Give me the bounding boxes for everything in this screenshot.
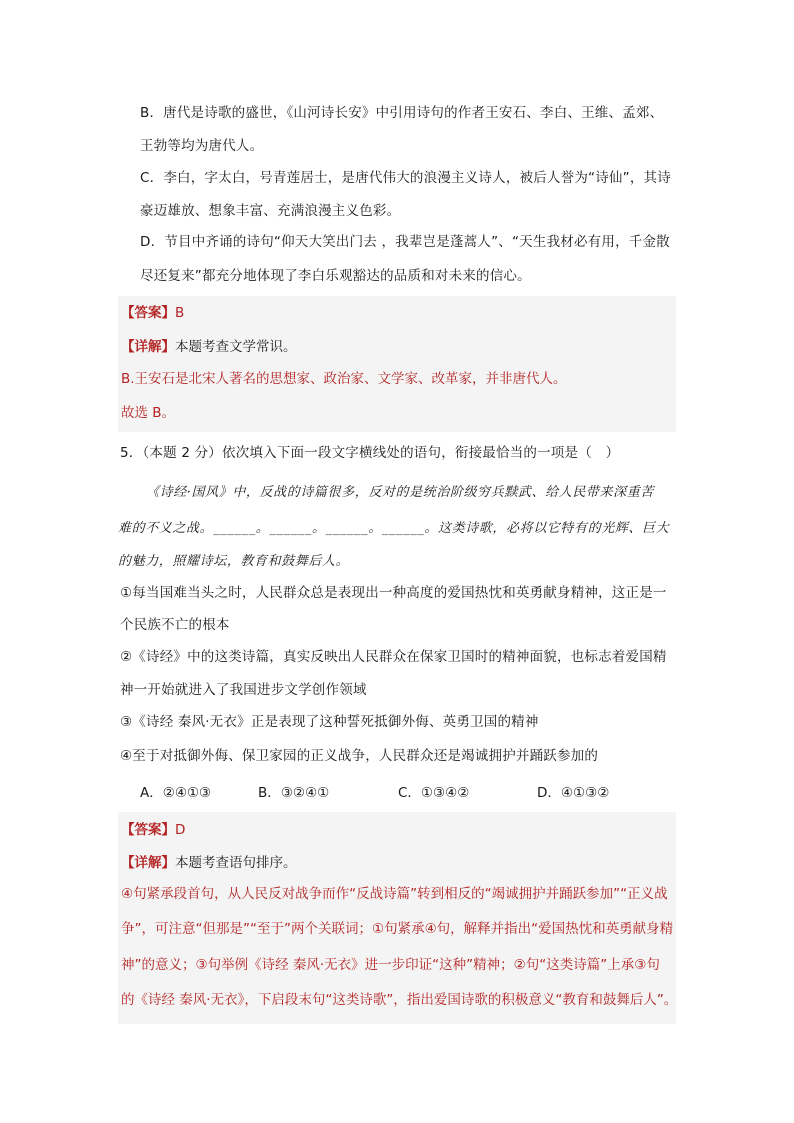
q5-choice-d: D．④①③②	[537, 785, 610, 801]
detail-tag: 【详解】	[121, 855, 175, 871]
detail-text: 本题考查文学常识。	[175, 339, 297, 355]
q5-passage-line1: 《诗经·国风》中，反战的诗篇很多，反对的是统治阶级穷兵黩武、给人民带来深重苦	[146, 485, 654, 500]
q4-option-d-line1: D．节目中齐诵的诗句“仰天大笑出门去 ，我辈岂是蓬蒿人”、“天生我材必有用，千金散	[140, 234, 670, 250]
q4-explanation: B.王安石是北宋人著名的思想家、政治家、文学家、改革家，并非唐代人。	[121, 371, 567, 387]
q4-option-d-line2: 尽还复来”都充分地体现了李白乐观豁达的品质和对未来的信心。	[140, 268, 531, 284]
q5-explanation-line2: 争”，可注意“但那是”“至于”两个关联词；①句紧承④句，解释并指出“爱国热忱和英勇献身精	[121, 921, 674, 937]
q5-sentence-4: ④至于对抵御外侮、保卫家园的正义战争，人民群众还是竭诚拥护并踊跃参加的	[120, 748, 599, 764]
answer-value: B	[175, 305, 185, 321]
q4-option-b-line1: B．唐代是诗歌的盛世，《山河诗长安》中引用诗句的作者王安石、李白、王维、孟郊、	[140, 105, 664, 121]
q5-explanation-line3: 神”的意义；③句举例《诗经 秦风·无衣》进一步印证“这种”精神；②句“这类诗篇”上承③句	[121, 957, 660, 973]
q5-sentence-1-line2: 个民族不亡的根本	[120, 617, 230, 633]
q4-option-b-line2: 王勃等均为唐代人。	[140, 138, 264, 154]
q5-passage-line3: 的魅力，照耀诗坛，教育和鼓舞后人。	[118, 554, 350, 569]
q5-sentence-2-line2: 神一开始就进入了我国进步文学创作领域	[120, 682, 367, 698]
q5-explanation-line1: ④句紧承段首句，从人民反对战争而作“反战诗篇”转到相反的“竭诚拥护并踊跃参加”“正义战	[121, 886, 668, 902]
answer-tag: 【答案】	[121, 305, 175, 321]
q5-sentence-1-line1: ①每当国难当头之时，人民群众总是表现出一种高度的爱国热忱和英勇献身精神，这正是一	[120, 585, 667, 601]
q5-sentence-3: ③《诗经 秦风·无衣》正是表现了这种誓死抵御外侮、英勇卫国的精神	[120, 714, 539, 730]
q5-answer	[121, 818, 185, 838]
detail-tag: 【详解】	[121, 339, 175, 355]
q4-answer	[121, 301, 184, 321]
answer-tag: 【答案】	[121, 822, 175, 838]
detail-text: 本题考查语句排序。	[175, 855, 297, 871]
q4-answer-box	[118, 296, 676, 432]
q5-detail	[121, 851, 297, 871]
q5-sentence-2-line1: ②《诗经》中的这类诗篇，真实反映出人民群众在保家卫国时的精神面貌，也标志着爱国精	[120, 649, 667, 665]
q4-option-c-line1: C．李白，字太白，号青莲居士，是唐代伟大的浪漫主义诗人，被后人誉为“诗仙”，其诗	[140, 170, 671, 186]
q4-conclusion: 故选 B。	[121, 405, 176, 421]
q5-stem: 5．（本题 2 分）依次填入下面一段文字横线处的语句，衔接最恰当的一项是（ ）	[120, 445, 620, 461]
q4-detail	[121, 335, 297, 355]
q5-choice-c: C．①③④②	[398, 785, 470, 801]
q4-option-c-line2: 豪迈雄放、想象丰富、充满浪漫主义色彩。	[140, 203, 401, 219]
answer-value: D	[175, 822, 186, 838]
q5-choice-b: B．③②④①	[258, 785, 330, 801]
q5-choice-a: A．②④①③	[140, 785, 212, 801]
q5-explanation-line4: 的《诗经 秦风·无衣》，下启段末句“这类诗歌”，指出爱国诗歌的积极意义“教育和鼓舞后人”。	[121, 992, 678, 1008]
q5-passage-line2: 难的不义之战。______。______。______。______。这类诗歌，必将以它特有的光辉、巨大	[118, 521, 670, 536]
